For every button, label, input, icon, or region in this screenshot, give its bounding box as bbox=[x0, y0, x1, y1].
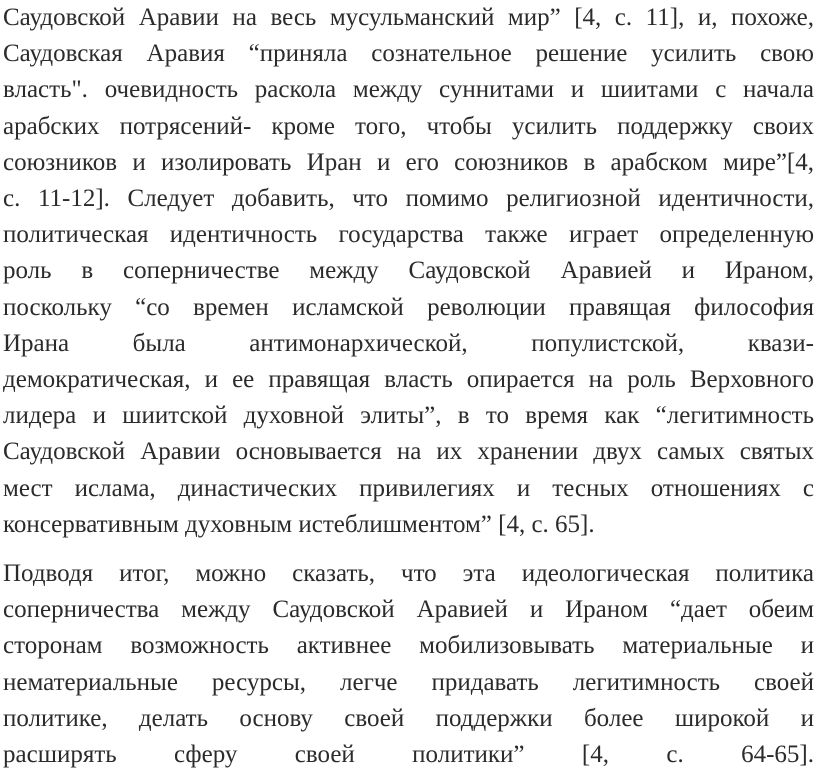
paragraph-spacer bbox=[3, 543, 814, 556]
text-line: Саудовской Аравии на весь мусульманский мир” [4, с. 11], и, похоже, bbox=[3, 4, 814, 31]
text-line: Ирана была антимонархической, популистской, квази- bbox=[3, 329, 814, 357]
text-line: мест ислама, династических привилегиях и тесных отношениях с bbox=[3, 474, 814, 502]
text-line: поскольку “со времен исламской революции правящая философия bbox=[3, 293, 814, 321]
text-line: политическая идентичность государства также играет определенную bbox=[3, 221, 814, 249]
text-line: политике, делать основу своей поддержки более широкой и bbox=[3, 704, 814, 732]
text-line: лидера и шиитской духовной элиты”, в то время как “легитимность bbox=[3, 402, 814, 430]
text-line: власть". очевидность раскола между суннитами и шиитами с начала bbox=[3, 76, 814, 104]
text-line: Саудовской Аравии основывается на их хранении двух самых святых bbox=[3, 438, 814, 466]
text-line: Саудовская Аравия “приняла сознательное решение усилить свою bbox=[3, 40, 814, 68]
text-line: расширять сферу своей политики” [4, с. 64-65]. bbox=[3, 741, 814, 769]
text-line: с. 11-12]. Следует добавить, что помимо религиозной идентичности, bbox=[3, 185, 814, 213]
text-line: Подводя итог, можно сказать, что эта идеологическая политика bbox=[3, 560, 814, 588]
text-line: арабских потрясений- кроме того, чтобы усилить поддержку своих bbox=[3, 112, 814, 140]
text-line: сторонам возможность активнее мобилизовывать материальные и bbox=[3, 632, 814, 660]
text-line: демократическая, и ее правящая власть опирается на роль Верховного bbox=[3, 366, 814, 394]
text-line: нематериальные ресурсы, легче придавать легитимность своей bbox=[3, 668, 814, 696]
paragraph-2 bbox=[3, 556, 814, 773]
text-line: роль в соперничестве между Саудовской Аравией и Ираном, bbox=[3, 257, 814, 285]
text-line: соперничества между Саудовской Аравией и Ираном “дает обеим bbox=[3, 596, 814, 624]
paragraph-1 bbox=[3, 0, 814, 543]
text-line: союзников и изолировать Иран и его союзников в арабском мире”[4, bbox=[3, 148, 814, 176]
text-line: консервативным духовным истеблишментом” [4, с. 65]. bbox=[3, 510, 595, 538]
